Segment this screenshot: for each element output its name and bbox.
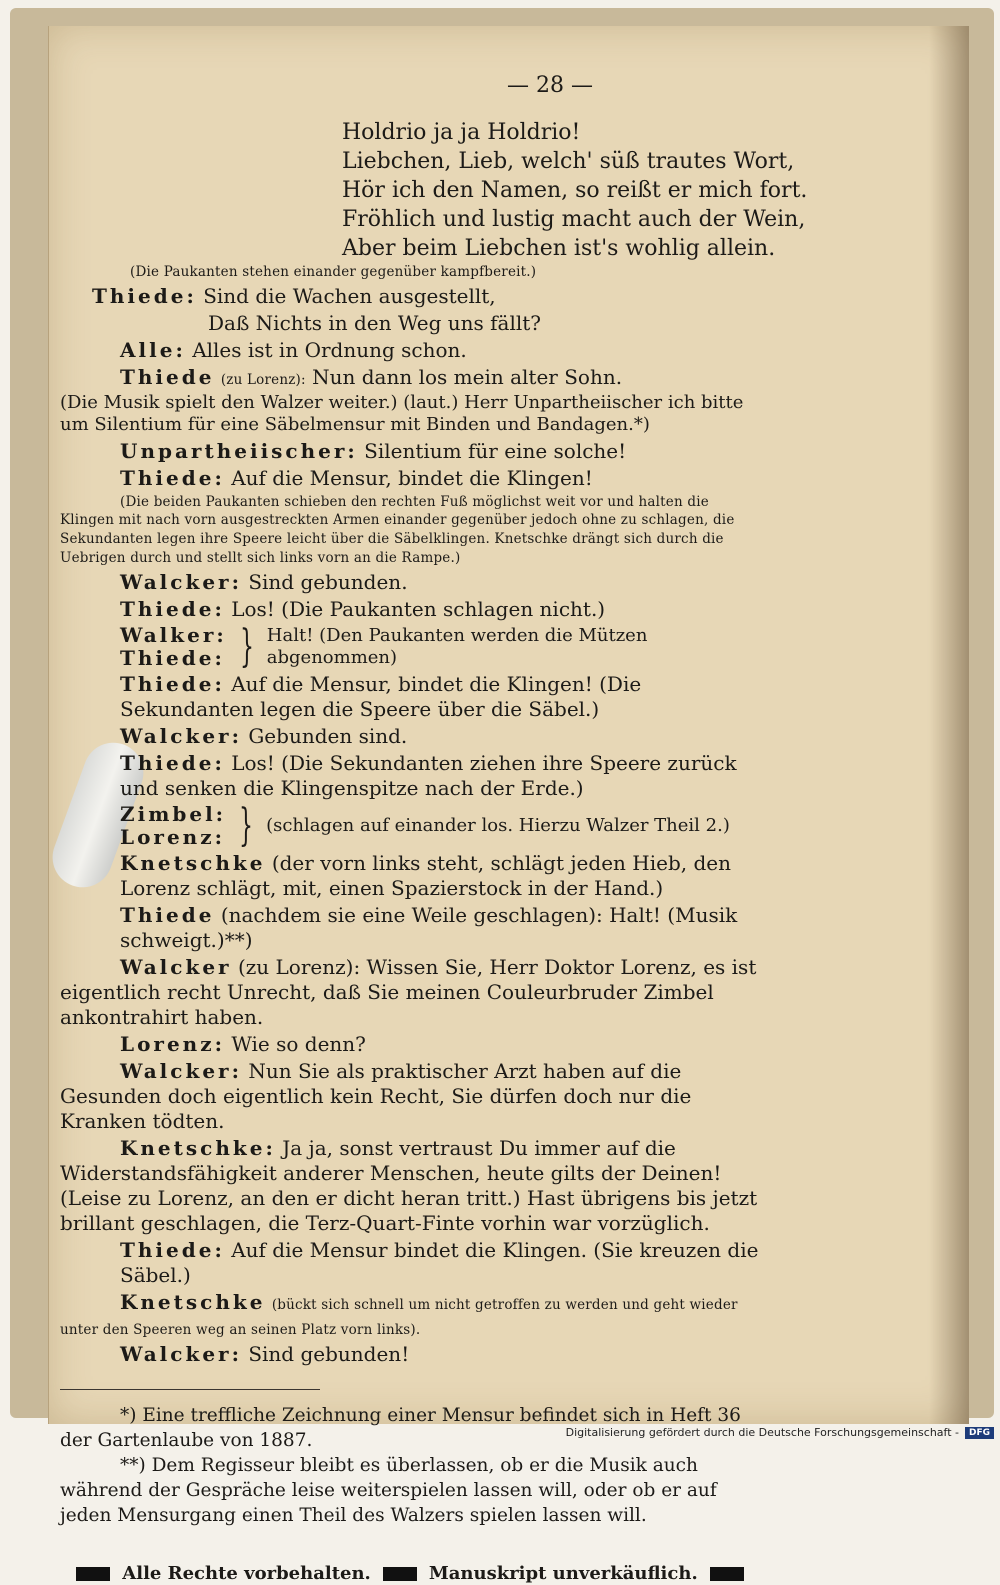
verse-line: Liebchen, Lieb, welch' süß trautes Wort, xyxy=(342,148,795,174)
brace-group xyxy=(120,800,760,852)
dialogue-line xyxy=(60,338,760,363)
dfg-logo: DFG xyxy=(965,1427,994,1439)
brace-speakers xyxy=(120,803,226,849)
speaker-name: Alle: xyxy=(120,337,186,362)
speaker-name: Thiede: xyxy=(120,465,225,490)
dfg-credit-text: Digitalisierung gefördert durch die Deutsche Forschungsgemeinschaft - xyxy=(565,1426,959,1439)
speaker-name: Knetschke: xyxy=(120,1136,276,1161)
speaker-name: Walker: xyxy=(120,623,227,648)
line-text: Los! (Die Paukanten schlagen nicht.) xyxy=(231,597,606,622)
line-text: Sind gebunden. xyxy=(248,570,408,595)
line-text: Los! (Die Sekundanten ziehen ihre Speere zurück und senken die Klingenspitze nach der Erde.) xyxy=(120,751,737,801)
line-text: Halt! (Den Paukanten werden die Mützen abgenommen) xyxy=(266,624,648,669)
speaker-name: Thiede xyxy=(120,364,215,389)
speaker-name: Walcker: xyxy=(120,570,242,595)
brace-icon: } xyxy=(239,621,254,673)
dialogue-line xyxy=(60,1342,760,1367)
line-text: (schlagen auf einander los. Hierzu Walzer Theil 2.) xyxy=(266,814,730,836)
speaker-name: Thiede: xyxy=(120,751,225,776)
speaker-name: Thiede: xyxy=(120,646,225,671)
line-text: Gebunden sind. xyxy=(248,724,408,749)
black-bar xyxy=(710,1567,744,1581)
dialogue-line: Daß Nichts in den Weg uns fällt? xyxy=(208,310,542,335)
speaker-name: Walcker xyxy=(120,955,232,980)
dialogue-line xyxy=(60,1059,760,1134)
page-gutter xyxy=(929,26,969,1424)
verse-line: Holdrio ja ja Holdrio! xyxy=(342,119,581,145)
speaker-name: Thiede xyxy=(120,903,215,928)
dialogue-line xyxy=(60,751,760,801)
line-text: (bückt sich schnell um nicht getroffen zu werden und geht wieder unter den Speeren weg an seinen Platz vorn links). xyxy=(60,1297,738,1339)
line-text: Nun Sie als praktischer Arzt haben auf die Gesunden doch eigentlich kein Recht, Sie dürfen doch nur die Kranken tödten. xyxy=(60,1059,692,1134)
brace-speakers xyxy=(120,624,227,670)
dialogue-line xyxy=(60,570,760,595)
dialogue-line xyxy=(60,1238,760,1288)
line-text: Auf die Mensur, bindet die Klingen! (Die Sekundanten legen die Speere über die Säbel.) xyxy=(120,672,642,722)
line-text: Ja ja, sonst vertraust Du immer auf die Widerstandsfähigkeit anderer Menschen, heute gilts der Deinen! (Leise zu Lorenz, an den er dicht heran tritt.) Hast übrigens bis jetzt brillant geschlagen, die Terz-Quart-Finte vorhin war vorzüglich. xyxy=(60,1136,758,1236)
speaker-name: Lorenz: xyxy=(120,825,225,850)
black-bar xyxy=(383,1567,417,1581)
page-number: — 28 — xyxy=(507,73,593,98)
dialogue-line xyxy=(60,1290,760,1340)
dialogue-paragraph: (Die Musik spielt den Walzer weiter.) (laut.) Herr Unpartheiischer ich bitte um Silentium für eine Säbelmensur mit Binden und Bandagen.*) xyxy=(60,391,744,436)
dialogue-line xyxy=(60,1136,760,1236)
line-text: Auf die Mensur, bindet die Klingen! xyxy=(231,465,593,490)
black-bar xyxy=(76,1567,110,1581)
speaker-name: Zimbel: xyxy=(120,802,227,827)
line-text: Auf die Mensur bindet die Klingen. (Sie kreuzen die Säbel.) xyxy=(120,1238,759,1288)
line-text: Sind die Wachen ausgestellt, xyxy=(203,283,496,308)
line-text: (zu Lorenz): Wissen Sie, Herr Doktor Lorenz, es ist eigentlich recht Unrecht, daß Sie meinen Couleurbruder Zimbel ankontrahirt haben. xyxy=(60,955,757,1030)
line-text: Nun dann los mein alter Sohn. xyxy=(312,364,623,389)
stage-direction: (zu Lorenz): xyxy=(220,371,306,388)
verse-line: Aber beim Liebchen ist's wohlig allein. xyxy=(342,235,776,261)
dialogue-block xyxy=(60,263,760,1585)
line-text: Sind gebunden! xyxy=(248,1342,410,1367)
dialogue-line xyxy=(60,365,760,390)
speaker-name: Walcker: xyxy=(120,1342,242,1367)
line-text: (nachdem sie eine Weile geschlagen): Halt! (Musik schweigt.)**) xyxy=(120,903,738,953)
stage-direction: (Die Paukanten stehen einander gegenüber kampfbereit.) xyxy=(130,263,537,280)
dialogue-line xyxy=(60,851,760,901)
rights-right: Manuskript unverkäuflich. xyxy=(428,1562,698,1584)
dfg-credit xyxy=(566,1426,994,1439)
speaker-name: Lorenz: xyxy=(120,1032,225,1057)
verse-line: Fröhlich und lustig macht auch der Wein, xyxy=(342,206,806,232)
speaker-name: Knetschke xyxy=(120,851,266,876)
speaker-name: Thiede: xyxy=(120,672,225,697)
speaker-name: Walcker: xyxy=(120,724,242,749)
dialogue-line xyxy=(60,724,760,749)
speaker-name: Thiede: xyxy=(120,1238,225,1263)
dialogue-line xyxy=(60,597,760,622)
page-content xyxy=(60,72,900,1585)
stage-direction: (Die beiden Paukanten schieben den rechten Fuß möglichst weit vor und halten die Klingen mit nach vorn ausgestreckten Armen einander gegenüber jedoch ohne zu schlagen, die Sekundanten legen ihre Speere leicht über die Säbelklingen. Knetschke drängt sich durch die Uebrigen durch und stellt sich links vorn an die Rampe.) xyxy=(60,493,735,567)
brace-icon: } xyxy=(239,800,254,852)
footnote: **) Dem Regisseur bleibt es überlassen, ob er die Musik auch während der Gespräche leise weiterspielen lassen will, oder ob er auf jeden Mensurgang einen Theil des Walzers spielen lassen will. xyxy=(60,1455,717,1526)
dialogue-line xyxy=(60,903,760,953)
line-text: Alles ist in Ordnung schon. xyxy=(192,337,467,362)
speaker-name: Walcker: xyxy=(120,1059,242,1084)
verse-line: Hör ich den Namen, so reißt er mich fort. xyxy=(342,177,808,203)
line-text: Wie so denn? xyxy=(231,1032,366,1057)
dialogue-line xyxy=(60,672,760,722)
dialogue-line xyxy=(60,284,760,309)
speaker-name: Thiede: xyxy=(120,597,225,622)
dialogue-line xyxy=(60,466,760,491)
speaker-name: Knetschke xyxy=(120,1290,266,1315)
dialogue-line xyxy=(60,1032,760,1057)
rights-notice xyxy=(60,1563,760,1585)
brace-group xyxy=(120,621,760,673)
verse-block xyxy=(342,118,900,263)
line-text: Silentium für eine solche! xyxy=(364,438,627,463)
dialogue-line xyxy=(60,955,760,1030)
rights-left: Alle Rechte vorbehalten. xyxy=(122,1562,371,1584)
speaker-name: Thiede: xyxy=(92,283,197,308)
speaker-name: Unpartheiischer: xyxy=(120,438,358,463)
footnote-divider xyxy=(60,1389,320,1390)
footnote: *) Eine treffliche Zeichnung einer Mensur befindet sich in Heft 36 der Gartenlaube von 1887. xyxy=(60,1405,741,1452)
dialogue-line xyxy=(60,439,760,464)
line-text: (der vorn links steht, schlägt jeden Hieb, den Lorenz schlägt, mit, einen Spazierstock in der Hand.) xyxy=(120,851,731,901)
